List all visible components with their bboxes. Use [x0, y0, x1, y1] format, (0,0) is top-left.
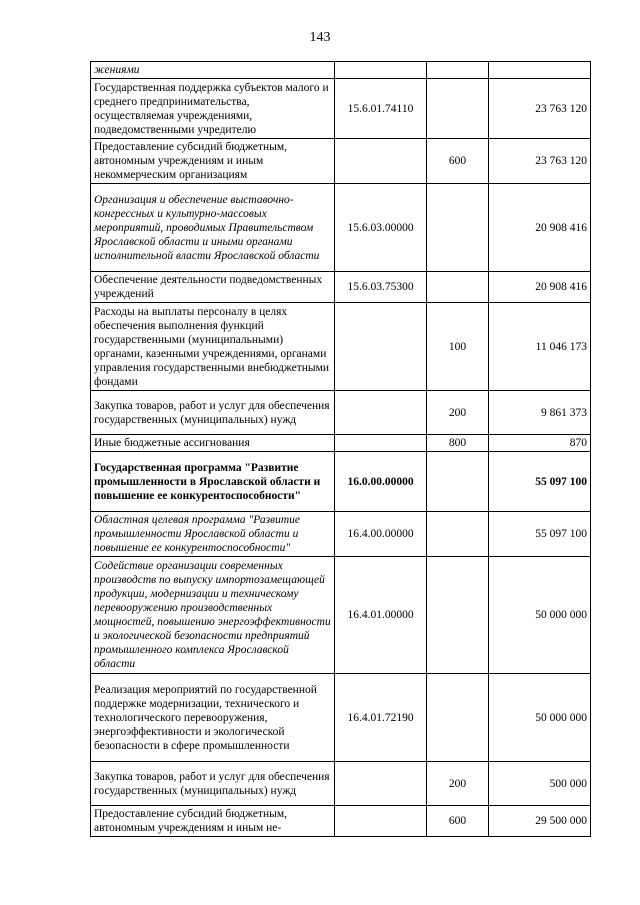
- cell-expense-type: [427, 79, 489, 139]
- cell-code: [335, 806, 427, 837]
- table-row: [91, 512, 591, 557]
- budget-table-body: [91, 62, 591, 837]
- cell-name: Государственная программа "Развитие промышленности в Ярославской области и повышение ее конкурентоспособности": [91, 452, 335, 512]
- cell-amount: 500 000: [489, 762, 591, 806]
- cell-expense-type: [427, 62, 489, 79]
- cell-name: Иные бюджетные ассигнования: [91, 435, 335, 452]
- table-row: [91, 435, 591, 452]
- cell-name: жениями: [91, 62, 335, 79]
- cell-name: Организация и обеспечение выставочно-конгрессных и культурно-массовых мероприятий, проводимых Правительством Ярославской области и иными органами исполнительной власти Ярославской области: [91, 184, 335, 272]
- cell-amount: 23 763 120: [489, 139, 591, 184]
- table-row: [91, 303, 591, 391]
- cell-amount: 870: [489, 435, 591, 452]
- cell-expense-type: 200: [427, 391, 489, 435]
- cell-code: [335, 391, 427, 435]
- cell-amount: 50 000 000: [489, 674, 591, 762]
- cell-amount: 50 000 000: [489, 557, 591, 674]
- cell-name: Закупка товаров, работ и услуг для обеспечения государственных (муниципальных) нужд: [91, 391, 335, 435]
- cell-name: Расходы на выплаты персоналу в целях обеспечения выполнения функций государственными (муниципальными) органами, казенными учреждениями, органами управления государственными внебюджетными фондами: [91, 303, 335, 391]
- cell-expense-type: 600: [427, 806, 489, 837]
- cell-name: Областная целевая программа "Развитие промышленности Ярославской области и повышение ее конкурентоспособности": [91, 512, 335, 557]
- cell-name: Закупка товаров, работ и услуг для обеспечения государственных (муниципальных) нужд: [91, 762, 335, 806]
- cell-name: Государственная поддержка субъектов малого и среднего предпринимательства, осуществляемая учреждениями, подведомственными учредителю: [91, 79, 335, 139]
- table-row: [91, 452, 591, 512]
- cell-code: [335, 762, 427, 806]
- cell-amount: 55 097 100: [489, 452, 591, 512]
- cell-expense-type: 600: [427, 139, 489, 184]
- cell-amount: [489, 62, 591, 79]
- cell-expense-type: [427, 184, 489, 272]
- page-number: 143: [309, 30, 331, 45]
- cell-expense-type: 800: [427, 435, 489, 452]
- table-row: [91, 79, 591, 139]
- cell-amount: 55 097 100: [489, 512, 591, 557]
- cell-amount: 11 046 173: [489, 303, 591, 391]
- cell-name: Предоставление субсидий бюджетным, автономным учреждениям и иным некоммерческим организациям: [91, 139, 335, 184]
- cell-code: 16.4.01.00000: [335, 557, 427, 674]
- table-row: [91, 184, 591, 272]
- cell-name: Предоставление субсидий бюджетным, автономным учреждениям и иным не-: [91, 806, 335, 837]
- cell-name: Реализация мероприятий по государственной поддержке модернизации, технического и технологического перевооружения, энергоэффективности и экологической безопасности в сфере промышленности: [91, 674, 335, 762]
- cell-amount: 20 908 416: [489, 272, 591, 303]
- cell-name: Обеспечение деятельности подведомственных учреждений: [91, 272, 335, 303]
- table-row: [91, 674, 591, 762]
- cell-code: [335, 62, 427, 79]
- cell-expense-type: [427, 272, 489, 303]
- table-row: [91, 139, 591, 184]
- cell-amount: 23 763 120: [489, 79, 591, 139]
- cell-expense-type: [427, 452, 489, 512]
- cell-expense-type: [427, 512, 489, 557]
- cell-code: 16.4.00.00000: [335, 512, 427, 557]
- cell-amount: 29 500 000: [489, 806, 591, 837]
- cell-amount: 20 908 416: [489, 184, 591, 272]
- cell-name: Содействие организации современных производств по выпуску импортозамещающей продукции, модернизации и техническому перевооружению производственных мощностей, повышению энергоэффективности и экологической безопасности предприятий промышленного комплекса Ярославской области: [91, 557, 335, 674]
- budget-table: [90, 61, 591, 837]
- table-row: [91, 806, 591, 837]
- cell-expense-type: 200: [427, 762, 489, 806]
- cell-code: [335, 139, 427, 184]
- table-row: [91, 762, 591, 806]
- cell-code: [335, 435, 427, 452]
- cell-code: 15.6.01.74110: [335, 79, 427, 139]
- cell-code: 15.6.03.75300: [335, 272, 427, 303]
- cell-amount: 9 861 373: [489, 391, 591, 435]
- cell-code: 16.0.00.00000: [335, 452, 427, 512]
- cell-code: [335, 303, 427, 391]
- table-row: [91, 557, 591, 674]
- cell-expense-type: 100: [427, 303, 489, 391]
- cell-expense-type: [427, 674, 489, 762]
- cell-code: 15.6.03.00000: [335, 184, 427, 272]
- cell-code: 16.4.01.72190: [335, 674, 427, 762]
- table-row: [91, 272, 591, 303]
- table-row: [91, 391, 591, 435]
- cell-expense-type: [427, 557, 489, 674]
- table-row: [91, 62, 591, 79]
